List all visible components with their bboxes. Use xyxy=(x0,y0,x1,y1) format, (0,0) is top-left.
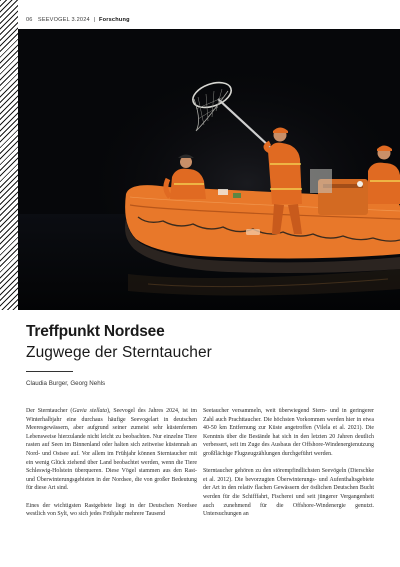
magazine-issue: SEEVOGEL 3.2024 xyxy=(37,17,90,23)
body-column-right xyxy=(203,407,374,527)
species-name: Gavia stellata xyxy=(72,408,107,414)
header-separator: | xyxy=(93,17,96,23)
section-name: Forschung xyxy=(99,17,130,23)
article-authors: Claudia Burger, Georg Nehls xyxy=(26,380,106,387)
body-column-left xyxy=(26,407,197,527)
running-header xyxy=(26,17,130,23)
paragraph: Sterntaucher gehören zu den störempfindlichsten Seevögeln (Dierschke et al. 2012). Die bevorzugten Überwinterungs- und Aufenthaltsgebiete der Art in den relativ flachen Gewässern der östlichen Deutschen Bucht werden für die Schifffahrt, Fischerei und seit jüngerer Vergangenheit auch zunehmend für die Offshore-Windenergie genutzt. Untersuchungen an xyxy=(203,468,374,518)
text-run: ), Seevogel des Jahres 2024, ist im Winterhalbjahr eine durchaus häufige Seevogelart in deutschen Meeresgewässern, aber aufgrund seiner zumeist sehr küstenfernen Lebensweise hierzulande nicht leicht zu beobachten. Nur einzelne Tiere rasten auf Seen im Binnenland oder halten sich zeitweise küstennah an Nord- und Ostsee auf. Vor allem im Frühjahr können Sterntaucher mit ein wenig Glück ziehend über Land beobachtet werden, wenn die Tiere Schleswig-Holstein überqueren. Diese Vögel stammen aus den Rast- und Überwinterungsgebieten in der Nordsee, die von großer Bedeutung für diese Art sind. xyxy=(26,408,197,492)
decorative-hatch-strip xyxy=(0,0,18,310)
paragraph xyxy=(26,407,197,493)
article-title: Treffpunkt Nordsee xyxy=(26,323,165,340)
article-photo xyxy=(18,29,400,310)
paragraph: Eines der wichtigsten Rastgebiete liegt in der Deutschen Nordsee westlich von Sylt, wo sich jedes Frühjahr mehrere Tausend xyxy=(26,502,197,518)
paragraph: Seetaucher versammeln, weit überwiegend Stern- und in geringerer Zahl auch Prachttaucher. Die höchsten Vorkommen werden hier in etwa 40-50 km Entfernung zur Küste angetroffen (Vilela et al. 2021). Die Kenntnis über die Bestände hat sich in den letzten 20 Jahren deutlich verbessert, seit im Zuge des Ausbaus der Offshore-Windenergienutzung großflächige Flugzeugzählungen durchgeführt werden. xyxy=(203,408,374,457)
text-run: Der Sterntaucher ( xyxy=(26,408,73,414)
page-number: 06 xyxy=(26,17,33,23)
photo-boat-net-night-icon xyxy=(18,29,400,310)
article-subtitle: Zugwege der Sterntaucher xyxy=(26,344,212,361)
title-divider xyxy=(26,371,73,372)
